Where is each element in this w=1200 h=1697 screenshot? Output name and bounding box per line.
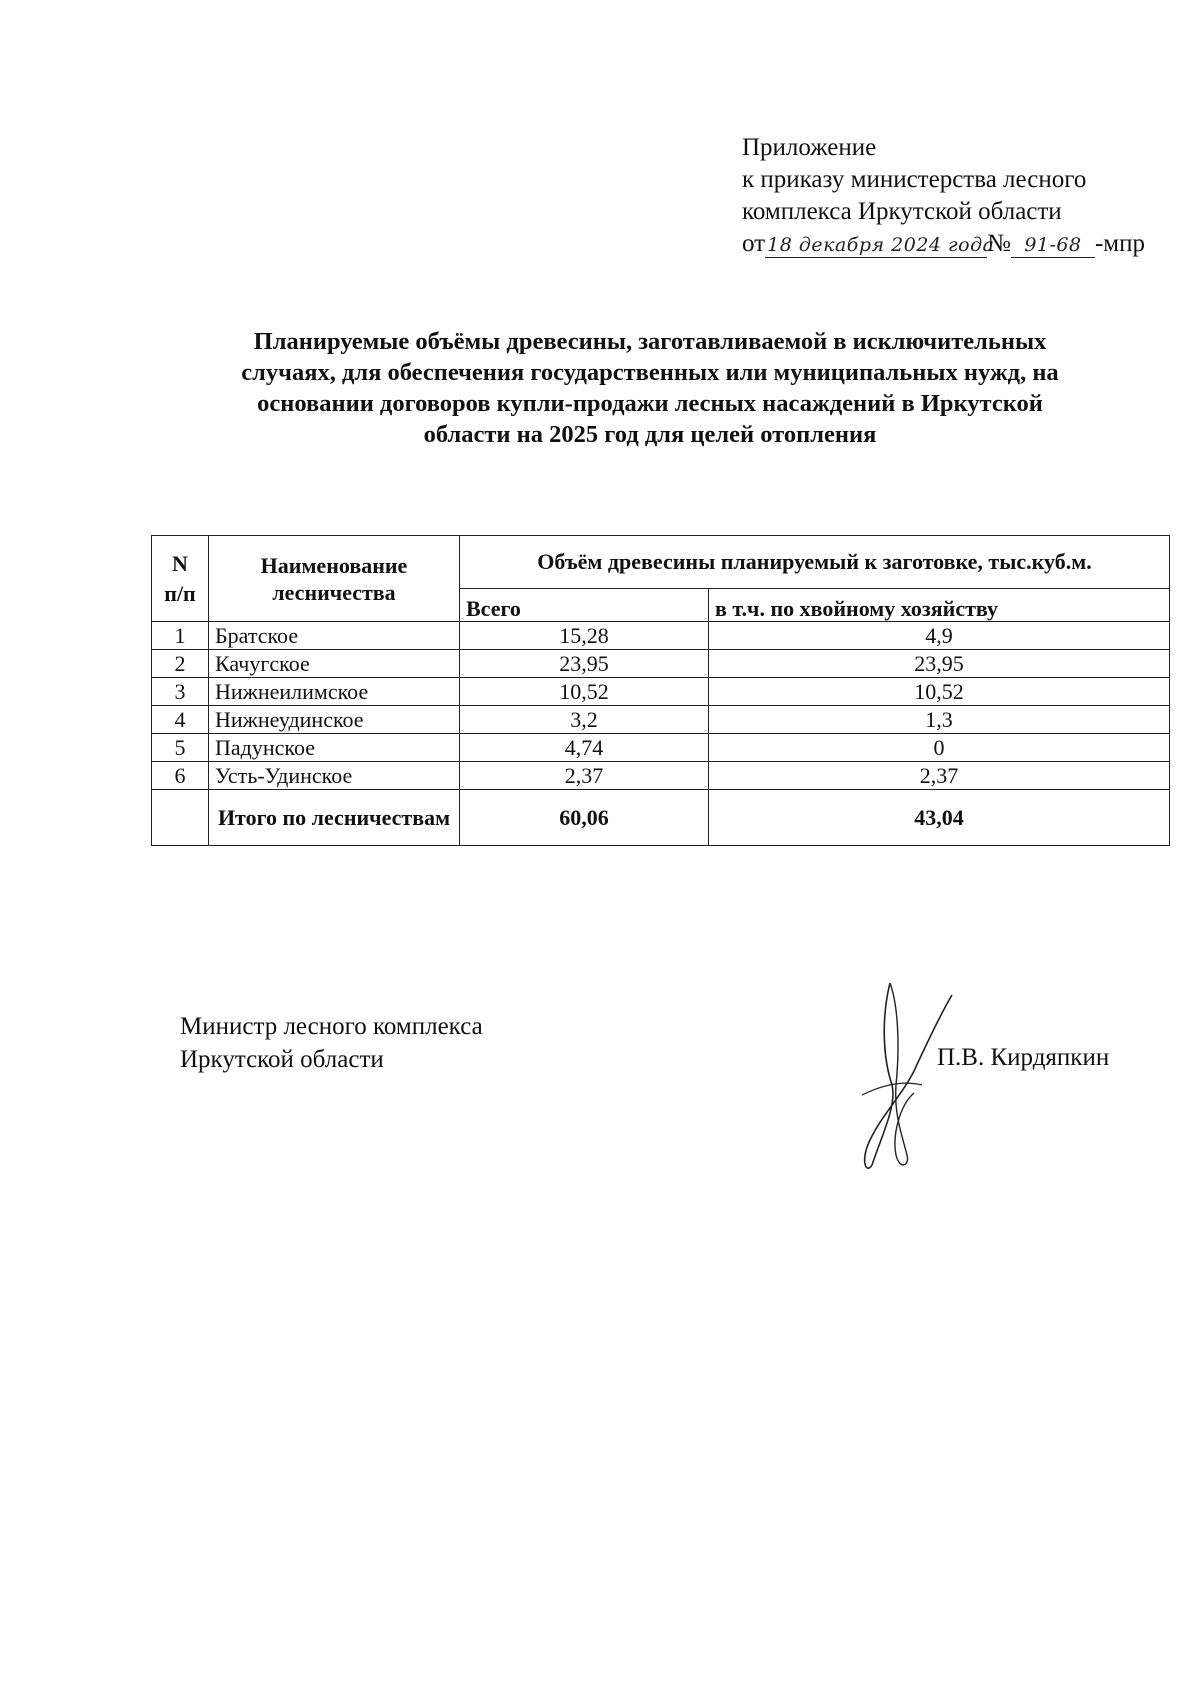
volume-conifer: 0	[709, 734, 1170, 762]
total-empty-cell	[152, 790, 209, 846]
header-volume: Объём древесины планируемый к заготовке, тыс.куб.м.	[460, 536, 1170, 589]
position-line-1: Министр лесного комплекса	[180, 1013, 483, 1040]
row-number: 2	[152, 650, 209, 678]
forestry-name: Нижнеудинское	[209, 706, 460, 734]
table-row	[152, 650, 1170, 678]
table-row	[152, 678, 1170, 706]
table-total-row	[152, 790, 1170, 846]
forestry-name: Падунское	[209, 734, 460, 762]
title-line-3: основании договоров купли-продажи лесных насаждений в Иркутской	[257, 390, 1043, 417]
volume-conifer: 1,3	[709, 706, 1170, 734]
handwritten-date: 18 декабря 2024 года	[767, 234, 995, 256]
volume-total: 10,52	[460, 678, 709, 706]
row-number: 5	[152, 734, 209, 762]
timber-volume-table	[151, 535, 1170, 846]
document-title	[150, 326, 1150, 450]
forestry-name: Нижнеилимское	[209, 678, 460, 706]
table-row	[152, 706, 1170, 734]
signatory-position	[180, 1010, 483, 1076]
volume-total: 4,74	[460, 734, 709, 762]
header-forestry-name: Наименование лесничества	[209, 536, 460, 622]
signatory-name: П.В. Кирдяпкин	[937, 1044, 1110, 1071]
title-line-1: Планируемые объёмы древесины, заготавливаемой в исключительных	[253, 328, 1047, 355]
row-number: 1	[152, 622, 209, 650]
title-line-4: области на 2025 год для целей отопления	[423, 421, 877, 448]
volume-total: 2,37	[460, 762, 709, 790]
header-total: Всего	[460, 589, 709, 622]
volume-conifer: 2,37	[709, 762, 1170, 790]
volume-total: 15,28	[460, 622, 709, 650]
table-row	[152, 622, 1170, 650]
row-number: 6	[152, 762, 209, 790]
volume-total: 23,95	[460, 650, 709, 678]
appendix-line-2: к приказу министерства лесного	[742, 166, 1087, 193]
total-volume: 60,06	[460, 790, 709, 846]
forestry-name: Качугское	[209, 650, 460, 678]
date-prefix: от	[742, 230, 766, 257]
order-number-suffix: -мпр	[1094, 230, 1145, 257]
table-header-row	[152, 536, 1170, 589]
forestry-name: Усть-Удинское	[209, 762, 460, 790]
appendix-line-3: комплекса Иркутской области	[742, 198, 1062, 225]
appendix-block	[742, 132, 1145, 260]
position-line-2: Иркутской области	[180, 1046, 384, 1073]
handwritten-signature	[852, 975, 962, 1175]
number-sign: №	[987, 230, 1011, 257]
title-line-2: случаях, для обеспечения государственных или муниципальных нужд, на	[241, 359, 1059, 386]
row-number: 3	[152, 678, 209, 706]
forestry-name: Братское	[209, 622, 460, 650]
header-conifer: в т.ч. по хвойному хозяйству	[709, 589, 1170, 622]
volume-conifer: 23,95	[709, 650, 1170, 678]
table-row	[152, 762, 1170, 790]
row-number: 4	[152, 706, 209, 734]
volume-conifer: 4,9	[709, 622, 1170, 650]
volume-conifer: 10,52	[709, 678, 1170, 706]
handwritten-order-number: 91-68	[1011, 233, 1095, 258]
table-row	[152, 734, 1170, 762]
header-number: N п/п	[152, 536, 209, 622]
total-conifer-volume: 43,04	[709, 790, 1170, 846]
total-label: Итого по лесничествам	[209, 790, 460, 846]
volume-total: 3,2	[460, 706, 709, 734]
order-date-line	[742, 228, 1145, 260]
appendix-line-1: Приложение	[742, 134, 877, 161]
